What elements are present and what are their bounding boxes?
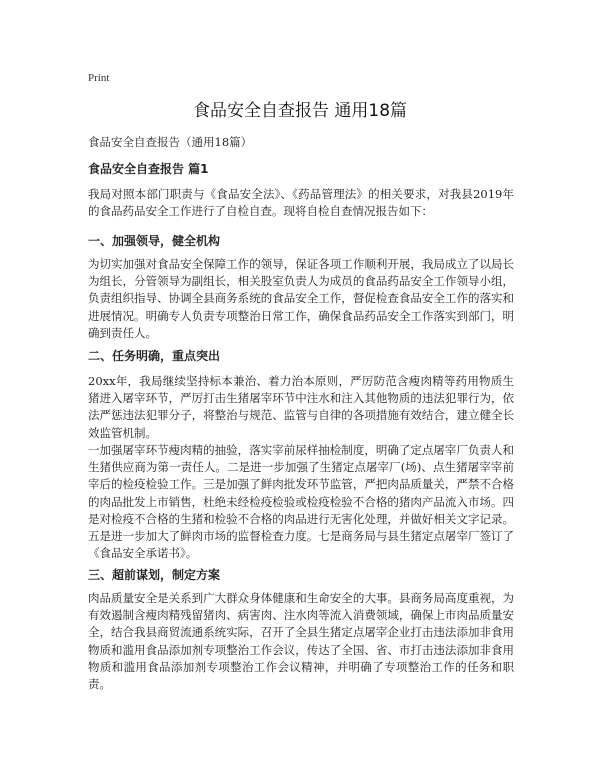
section-3-paragraph-1: 肉品质量安全是关系到广大群众身体健康和生命安全的大事。县商务局高度重视，为有效遏制含瘦肉精残留猪肉、病害肉、注水肉等流入消费领域，确保上市肉品质量安全，结合我县商贸流通系统实际，召开了全县生猪定点屠宰企业打击违法添加非食用物质和滥用食品添加剂专项整治工作会议，传达了全国、省、市打击违法添加非食用物质和滥用食品添加剂专项整治工作会议精神，并明确了专项整治工作的任务和职责。 — [88, 591, 514, 692]
section-2-paragraph-2: 一加强屠宰环节瘦肉精的抽验，落实宰前尿样抽检制度，明确了定点屠宰厂负责人和生猪供应商为第一责任人。二是进一步加强了生猪定点屠宰厂(场)、点生猪屠宰宰前宰后的检疫检验工作。三是加强了鲜肉批发环节监管，严把肉品质量关，严禁不合格的肉品批发上市销售，杜绝未经检疫检验或检疫检验不合格的猪肉产品流入市场。四是对检疫不合格的生猪和检验不合格的肉品进行无害化处理，并做好相关文字记录。五是进一步加大了鲜肉市场的监督检查力度。七是商务局与县生猪定点屠宰厂签订了《食品安全承诺书》。 — [88, 443, 514, 561]
intro-paragraph: 我局对照本部门职责与《食品安全法》、《药品管理法》的相关要求，对我县2019年的食品药品安全工作进行了自检自查。现将自检自查情况报告如下： — [88, 187, 514, 219]
section-1-paragraph-1: 为切实加强对食品安全保障工作的领导，保证各项工作顺利开展，我局成立了以局长为组长，分管领导为副组长，相关股室负责人为成员的食品药品安全工作领导小组，负责组织指导、协调全县商务系统的食品安全工作，督促检查食品安全工作的落实和进展情况。明确专人负责专项整治日常工作，确保食品药品安全工作落实到部门，明确到责任人。 — [88, 257, 514, 340]
section-heading-2: 二、任务明确，重点突出 — [88, 349, 221, 363]
section-heading-3: 三、超前谋划，制定方案 — [88, 568, 221, 582]
section-heading-1: 一、加强领导，健全机构 — [88, 234, 221, 248]
article-title: 食品安全自查报告 篇1 — [88, 162, 209, 176]
document-subtitle: 食品安全自查报告（通用18篇） — [88, 135, 253, 149]
section-2-paragraph-1: 20xx年，我局继续坚持标本兼治、着力治本原则，严厉防范含瘦肉精等药用物质生猪进入屠宰环节，严厉打击生猪屠宰环节中注水和注入其他物质的违法犯罪行为，依法严惩违法犯罪分子，将整治与规范、监管与自律的各项措施有效结合，建立健全长效监管机制。 — [88, 374, 514, 440]
print-link[interactable]: Print — [88, 72, 110, 84]
document-title: 食品安全自查报告 通用18篇 — [192, 101, 408, 121]
